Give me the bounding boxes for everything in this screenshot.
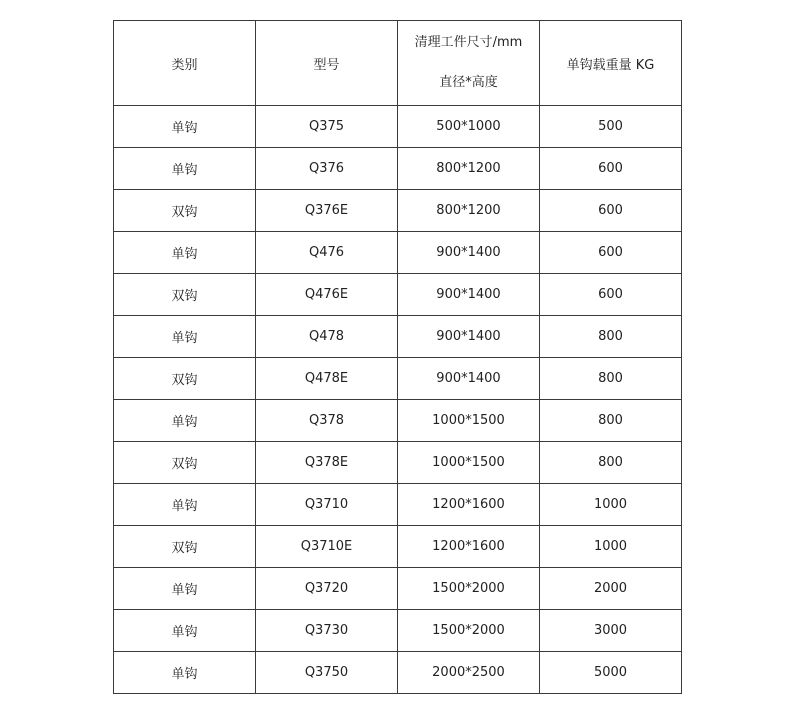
cell-size: 1200*1600: [398, 484, 540, 526]
cell-load: 3000: [540, 610, 682, 652]
cell-category: 单钩: [114, 652, 256, 694]
table-row: [114, 148, 682, 190]
table-row: [114, 400, 682, 442]
table-row: [114, 274, 682, 316]
cell-load: 800: [540, 400, 682, 442]
cell-load: 600: [540, 232, 682, 274]
header-load: 单钩载重量 KG: [540, 21, 682, 106]
cell-size: 1200*1600: [398, 526, 540, 568]
cell-model: Q378E: [256, 442, 398, 484]
cell-size: 1500*2000: [398, 568, 540, 610]
cell-category: 单钩: [114, 148, 256, 190]
cell-model: Q376E: [256, 190, 398, 232]
cell-size: 800*1200: [398, 148, 540, 190]
cell-size: 500*1000: [398, 106, 540, 148]
cell-category: 单钩: [114, 232, 256, 274]
cell-model: Q3720: [256, 568, 398, 610]
cell-size: 1000*1500: [398, 442, 540, 484]
cell-model: Q476: [256, 232, 398, 274]
header-row: [114, 21, 682, 106]
cell-category: 双钩: [114, 526, 256, 568]
cell-category: 单钩: [114, 610, 256, 652]
cell-model: Q476E: [256, 274, 398, 316]
table-row: [114, 526, 682, 568]
cell-model: Q3710: [256, 484, 398, 526]
cell-category: 双钩: [114, 442, 256, 484]
cell-load: 600: [540, 190, 682, 232]
cell-load: 600: [540, 148, 682, 190]
table-row: [114, 568, 682, 610]
cell-model: Q3710E: [256, 526, 398, 568]
cell-model: Q3730: [256, 610, 398, 652]
table-row: [114, 190, 682, 232]
cell-load: 1000: [540, 526, 682, 568]
header-size-line2: 直径*高度: [439, 75, 498, 90]
cell-model: Q376: [256, 148, 398, 190]
cell-size: 900*1400: [398, 274, 540, 316]
header-size-line1: 清理工件尺寸/mm: [414, 35, 523, 50]
cell-model: Q378: [256, 400, 398, 442]
header-model: 型号: [256, 21, 398, 106]
table-row: [114, 610, 682, 652]
table-row: [114, 232, 682, 274]
header-size: [398, 21, 540, 106]
cell-size: 800*1200: [398, 190, 540, 232]
cell-load: 2000: [540, 568, 682, 610]
spec-table: [113, 20, 682, 694]
cell-load: 500: [540, 106, 682, 148]
cell-size: 900*1400: [398, 316, 540, 358]
cell-load: 1000: [540, 484, 682, 526]
table-row: [114, 358, 682, 400]
cell-model: Q3750: [256, 652, 398, 694]
cell-load: 5000: [540, 652, 682, 694]
cell-size: 900*1400: [398, 232, 540, 274]
table-row: [114, 652, 682, 694]
cell-load: 800: [540, 316, 682, 358]
cell-model: Q375: [256, 106, 398, 148]
cell-category: 单钩: [114, 568, 256, 610]
cell-category: 单钩: [114, 316, 256, 358]
cell-model: Q478: [256, 316, 398, 358]
cell-load: 800: [540, 442, 682, 484]
cell-size: 1500*2000: [398, 610, 540, 652]
cell-size: 2000*2500: [398, 652, 540, 694]
cell-model: Q478E: [256, 358, 398, 400]
cell-size: 1000*1500: [398, 400, 540, 442]
cell-category: 双钩: [114, 358, 256, 400]
table-row: [114, 316, 682, 358]
cell-category: 双钩: [114, 190, 256, 232]
cell-load: 600: [540, 274, 682, 316]
table-row: [114, 442, 682, 484]
header-category: 类别: [114, 21, 256, 106]
table-row: [114, 106, 682, 148]
cell-category: 单钩: [114, 106, 256, 148]
cell-size: 900*1400: [398, 358, 540, 400]
table-row: [114, 484, 682, 526]
table-body: [114, 106, 682, 694]
cell-category: 单钩: [114, 400, 256, 442]
cell-category: 单钩: [114, 484, 256, 526]
cell-load: 800: [540, 358, 682, 400]
cell-category: 双钩: [114, 274, 256, 316]
